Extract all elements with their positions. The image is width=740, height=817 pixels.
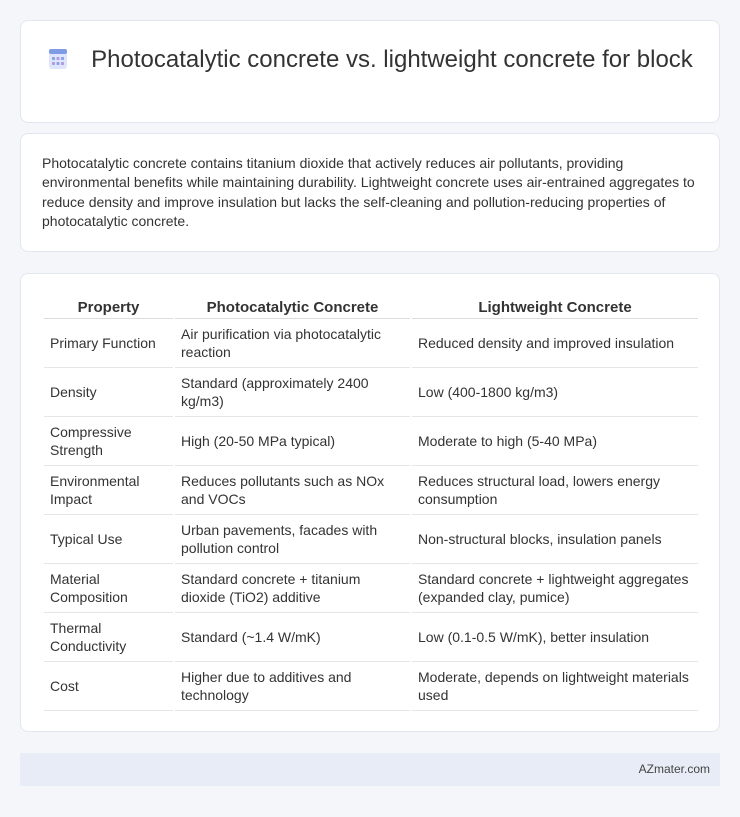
photocatalytic-cell: Standard concrete + titanium dioxide (TiO2) additive <box>175 564 410 613</box>
header-card <box>20 20 720 123</box>
property-cell: Material Composition <box>44 564 173 613</box>
table-row <box>44 613 698 662</box>
lightweight-cell: Reduced density and improved insulation <box>412 319 698 368</box>
table-row <box>44 417 698 466</box>
photocatalytic-cell: Higher due to additives and technology <box>175 662 410 711</box>
footer-bar <box>20 753 720 786</box>
photocatalytic-cell: High (20-50 MPa typical) <box>175 417 410 466</box>
photocatalytic-cell: Air purification via photocatalytic reaction <box>175 319 410 368</box>
column-header-lightweight: Lightweight Concrete <box>412 296 698 319</box>
photocatalytic-cell: Standard (approximately 2400 kg/m3) <box>175 368 410 417</box>
table-row <box>44 319 698 368</box>
table-row <box>44 368 698 417</box>
property-cell: Environmental Impact <box>44 466 173 515</box>
table-row <box>44 662 698 711</box>
lightweight-cell: Reduces structural load, lowers energy consumption <box>412 466 698 515</box>
property-cell: Typical Use <box>44 515 173 564</box>
property-cell: Compressive Strength <box>44 417 173 466</box>
table-header-row <box>44 296 698 319</box>
page-title-row <box>21 45 719 74</box>
footer-brand-link[interactable]: AZmater.com <box>638 762 710 776</box>
property-cell: Thermal Conductivity <box>44 613 173 662</box>
lightweight-cell: Moderate to high (5-40 MPa) <box>412 417 698 466</box>
lightweight-cell: Low (0.1-0.5 W/mK), better insulation <box>412 613 698 662</box>
column-header-photocatalytic: Photocatalytic Concrete <box>175 296 410 319</box>
lightweight-cell: Non-structural blocks, insulation panels <box>412 515 698 564</box>
comparison-table-card <box>20 273 720 732</box>
lightweight-cell: Low (400-1800 kg/m3) <box>412 368 698 417</box>
table-row <box>44 466 698 515</box>
property-cell: Density <box>44 368 173 417</box>
intro-card <box>20 133 720 252</box>
table-row <box>44 515 698 564</box>
property-cell: Primary Function <box>44 319 173 368</box>
comparison-table <box>42 296 700 711</box>
photocatalytic-cell: Reduces pollutants such as NOx and VOCs <box>175 466 410 515</box>
lightweight-cell: Standard concrete + lightweight aggregates (expanded clay, pumice) <box>412 564 698 613</box>
intro-paragraph: Photocatalytic concrete contains titanium dioxide that actively reduces air pollutants, providing environmental benefits while maintaining durability. Lightweight concrete uses air-entrained aggregates to reduce density and improve insulation but lacks the self-cleaning and pollution-reducing properties of photocatalytic concrete. <box>42 155 695 229</box>
property-cell: Cost <box>44 662 173 711</box>
photocatalytic-cell: Standard (~1.4 W/mK) <box>175 613 410 662</box>
column-header-property: Property <box>44 296 173 319</box>
document-chart-icon <box>47 48 69 70</box>
table-row <box>44 564 698 613</box>
lightweight-cell: Moderate, depends on lightweight materials used <box>412 662 698 711</box>
page-title: Photocatalytic concrete vs. lightweight concrete for block <box>91 46 693 73</box>
photocatalytic-cell: Urban pavements, facades with pollution control <box>175 515 410 564</box>
